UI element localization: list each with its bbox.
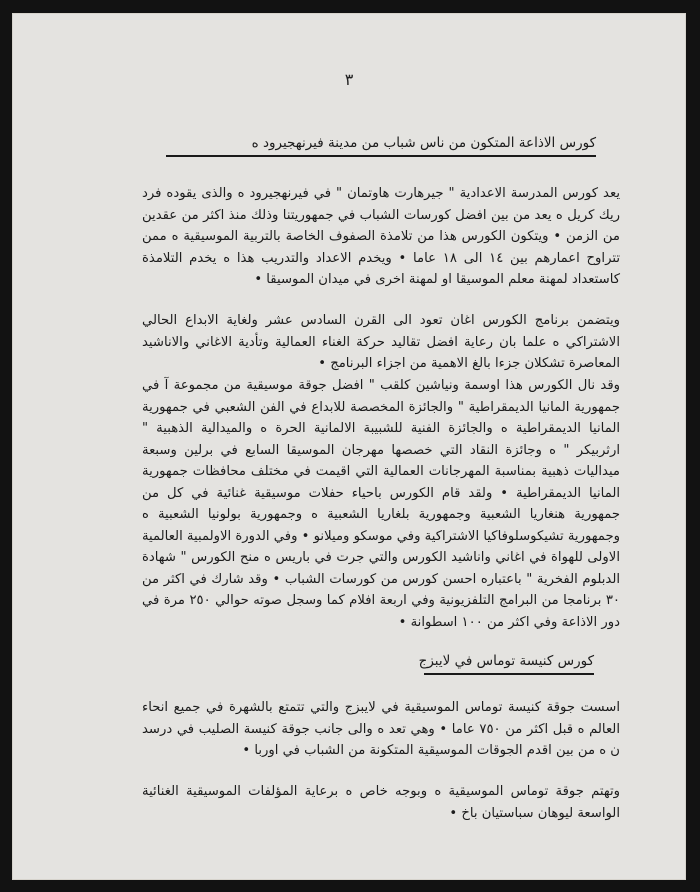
section-heading-text: كورس الاذاعة المتكون من ناس شباب من مدينة فيرنهجيرود ه xyxy=(251,135,596,151)
section-heading-text: كورس كنيسة توماس في لايبزج xyxy=(418,653,594,669)
page-number: ٣ xyxy=(344,70,354,89)
document-page xyxy=(12,13,686,880)
paragraph-choir-intro: يعد كورس المدرسة الاعدادية " جيرهارت هاوتمان " في فيرنهجيرود ه والذى يقوده فرد ريك كريل ه يعد من بين افضل كورسات الشباب في جمهوريتنا وذلك منذ اكثر من عقدين من الزمن • ويتكون الكورس هذا من تلامذة الصفوف الخاصة بالتربية الموسيقية ه ممن تتراوح اعمارهم بين ١٤ الى ١٨ عاما • ويخدم الاعداد والتدريب هذا ه يخدم التلامذة كاستعداد لمهنة معلم الموسيقا او لمهنة اخرى في ميدان الموسيقا • xyxy=(142,186,620,287)
paragraph-choir-awards: وقد نال الكورس هذا اوسمة ونياشين كلقب " افضل جوقة موسيقية من مجموعة آ في جمهورية المانيا الديمقراطية " والجائزة المخصصة للابداع في الفن الشعبي في جمهورية المانيا الديمقراطية ه والجائزة الفنية للشبيبة الالمانية الحرة ه والميدالية الذهبية " ارثربيكر " ه وجائزة النقاد التي خصصها مهرجان الموسيقا السابع في برلين وسبعة ميداليات ذهبية بمناسبة المهرجانات العمالية التي اقيمت في مختلف محافظات جمهورية المانيا الديمقراطية • ولقد قام الكورس باحياء حفلات موسيقية غنائية في كل من جمهورية هنغاريا الشعبية وجمهورية بلغاريا الشعبية ه وجمهورية بولونيا الشعبية ه وجمهورية تشيكوسلوفاكيا الاشتراكية وفي موسكو وميلانو • وفي الدورة الاولمبية العالمية الاولى للهواة في اغاني واناشيد الكورس والتي جرت في باريس ه منح الكورس " شهادة الدبلوم الفخرية " باعتباره احسن كورس من كورسات الشباب • وقد شارك في اكثر من ٣٠ برنامجا من البرامج التلفزيونية وفي اربعة افلام كما وسجل صوته حوالي ٢٥٠ مرة في دور الاذاعة وفي اكثر من ١٠٠ اسطوانة • xyxy=(141,378,620,630)
heading-underline xyxy=(424,673,594,675)
paragraph-choir-program: ويتضمن برنامج الكورس اغان تعود الى القرن السادس عشر ولغاية الابداع الحالي الاشتراكي ه علما بان رعاية افضل تقاليد حركة الغناء العمالية وتأدية الاغاني والاناشيد المعاصرة تشكلان جزءا بالغ الاهمية من اجزاء البرنامج • xyxy=(142,313,620,371)
section-heading-thomas-choir xyxy=(418,653,594,675)
section-heading-radio-choir xyxy=(166,135,596,157)
heading-underline xyxy=(166,155,596,157)
paragraph-thomas-bach: وتهتم جوقة توماس الموسيقية ه وبوجه خاص ه برعاية المؤلفات الموسيقية الغنائية الواسعة ليوهان سباستيان باخ • xyxy=(142,784,620,821)
paragraph-thomas-history: اسست جوقة كنيسة توماس الموسيقية في لايبزج والتي تتمتع بالشهرة في جميع انحاء العالم ه قبل اكثر من ٧٥٠ عاما • وهي تعد ه والى جانب جوقة كنيسة الصليب في درسد ن ه من بين اقدم الجوقات الموسيقية المتكونة من الشباب في اوربا • xyxy=(142,700,620,758)
